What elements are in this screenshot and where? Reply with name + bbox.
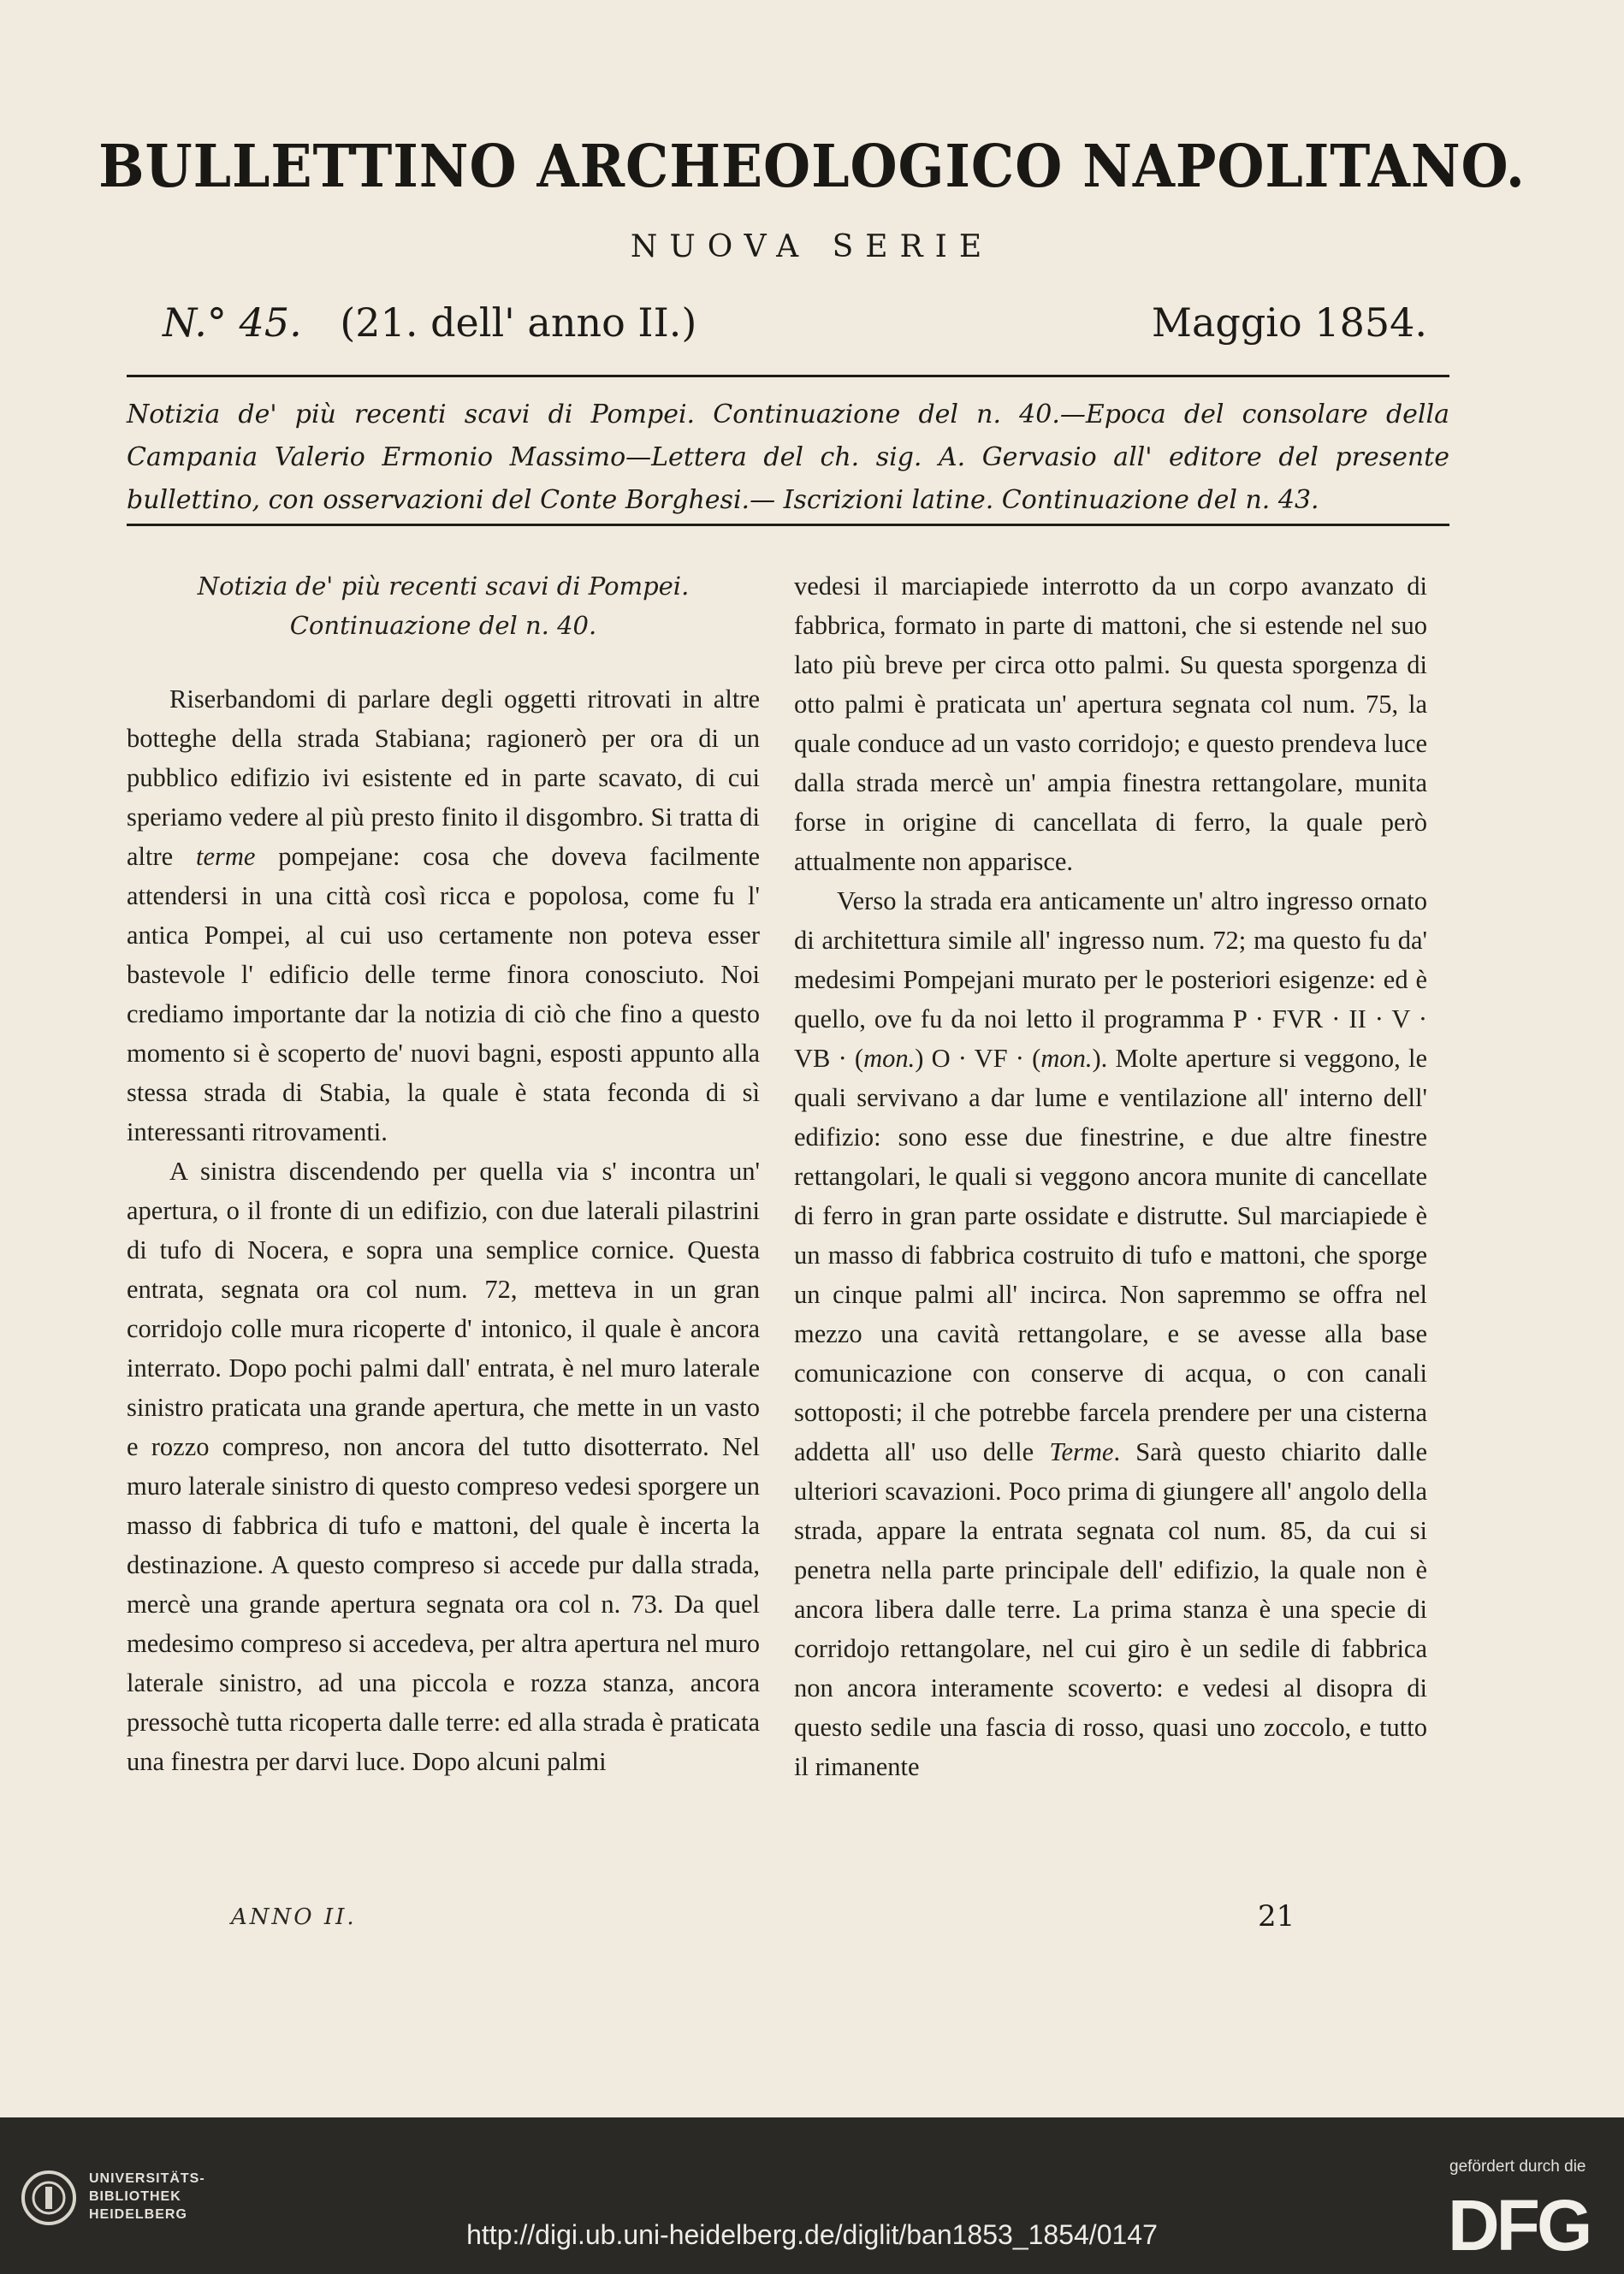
bottom-rule — [127, 524, 1449, 526]
top-rule — [127, 375, 1449, 377]
text-run-italic: Terme — [1049, 1437, 1114, 1466]
left-column — [127, 566, 760, 1781]
series-label: NUOVA SERIE — [630, 229, 994, 264]
text-run-italic: mon. — [1040, 1044, 1093, 1073]
section-heading-line1: Notizia de' più recenti scavi di Pompei. — [197, 571, 690, 601]
dfg-logo-text: DFG — [1448, 2187, 1590, 2259]
text-run-italic: mon. — [863, 1044, 916, 1073]
institution-line: UNIVERSITÄTS- — [89, 2171, 205, 2186]
paragraph: A sinistra discendendo per quella via s' incontra un' apertura, o il fronte di un edifizio, con due laterali pilastrini di tufo di Nocera, e sopra una semplice cornice. Questa entrata, segnata ora col num. 72, metteva in un gran corridojo colle mura ricoperte d' intonico, il quale è ancora interrato. Dopo pochi palmi dall' entrata, è nel muro laterale sinistro praticata una grande apertura, che mette in un vasto e rozzo compreso, non ancora del tutto disotterrato. Nel muro laterale sinistro di questo compreso vedesi sporgere un masso di fabbrica di tufo e mattoni, del quale è incerta la destinazione. A questo compreso si accede pur dalla strada, mercè una grande apertura segnata ora col n. 73. Da quel medesimo compreso si accedeva, per altra apertura nel muro laterale sinistro, ad una piccola e rozza stanza, ancora pressochè tutta ricoperta dalle terre: ed alla strada è praticata una finestra per darvi luce. Dopo alcuni palmi — [127, 1157, 760, 1776]
contents-summary: Notizia de' più recenti scavi di Pompei. Continuazione del n. 40.—Epoca del consolare della Campania Valerio Ermonio Massimo—Lettera del ch. sig. A. Gervasio all' editore del presente bullettino, con osservazioni del Conte Borghesi.— Iscrizioni latine. Continuazione del n. 43. — [127, 400, 1449, 515]
text-run: ). Molte aperture si veggono, le quali servivano a dar lume e ventilazione all' interno dell' edifizio: sono esse due finestrine, e due altre finestre rettangolari, le quali si veggono ancora munite di cancellate di ferro in gran parte ossidate e distrutte. Sul marciapiede è un masso di fabbrica costruito di tufo e mattoni, che sporge un cinque palmi all' incirca. Non sapremmo se offra nel mezzo una cavità rettangolare, e se avesse alla base comunicazione con conserve di acqua, o con canali sottoposti; il che potrebbe farcela prendere per una cisterna addetta all' uso delle — [794, 1044, 1427, 1466]
text-run-italic: terme — [195, 842, 256, 871]
text-run: . Sarà questo chiarito dalle ulteriori scavazioni. Poco prima di giungere all' angolo della strada, appare la entrata segnata col num. 85, da cui si penetra nella parte principale dell' edifizio, la quale non è ancora libera dalle terre. La prima stanza è una specie di corridojo rettangolare, nel cui giro è un sedile di fabbrica non ancora interamente scoverto: e vedesi al disopra di questo sedile una fascia di rosso, quasi uno zoccolo, e tutto il rimanente — [794, 1437, 1427, 1781]
university-seal-icon — [21, 2170, 77, 2226]
right-column — [794, 566, 1427, 1786]
text-run: Verso la strada era anticamente un' altro ingresso ornato di architettura simile all' ingresso num. 72; ma questo fu da' medesimi Pompejani murato per le posteriori esigenze: ed è quello, ove fu da noi letto il programma P · FVR · II · V · VB · ( — [794, 886, 1427, 1073]
page-number: 21 — [1258, 1899, 1295, 1933]
funded-by-label: gefördert durch die — [1449, 2158, 1586, 2176]
issue-year: (21. dell' anno II.) — [340, 299, 697, 346]
issue-date: Maggio 1854. — [1151, 299, 1427, 346]
journal-title: BULLETTINO ARCHEOLOGICO NAPOLITANO. — [98, 133, 1526, 201]
paragraph: vedesi il marciapiede interrotto da un corpo avanzato di fabbrica, formato in parte di mattoni, che si estende nel suo lato più breve per circa otto palmi. Su questa sporgenza di otto palmi è praticata un' apertura segnata col num. 75, la quale conduce ad un vasto corridojo; e questo prendeva luce dalla strada mercè un' ampia finestra rettangolare, munita forse in origine di cancellata di ferro, la quale però attualmente non apparisce. — [794, 571, 1427, 876]
institution-name — [89, 2170, 205, 2224]
institution-line: BIBLIOTHEK — [89, 2189, 181, 2204]
dfg-logo-icon — [1444, 2187, 1598, 2259]
text-run: ) O · VF · ( — [915, 1044, 1041, 1073]
paragraph — [794, 881, 1427, 1786]
section-heading — [127, 566, 760, 645]
institution-line: HEIDELBERG — [89, 2207, 187, 2222]
source-url-link[interactable]: http://digi.ub.uni-heidelberg.de/diglit/ban1853_1854/0147 — [466, 2219, 1158, 2250]
signature-mark: ANNO II. — [231, 1904, 357, 1930]
paragraph: Riserbandomi di parlare degli oggetti ritrovati in altre botteghe della strada Stabiana; ragionerò per ora di un pubblico edifizio ivi esistente ed in parte scavato, di cui speriamo vedere al più presto finito il disgombro. Si tratta di altre terme pompejane: cosa che doveva facilmente attendersi in una città così ricca e popolosa, come fu l' antica Pompei, al cui uso certamente non poteva esser bastevole l' edificio delle terme finora conosciuto. Noi crediamo importante dar la notizia di ciò che fino a questo momento si è scoperto de' nuovi bagni, esposti appunto alla stessa strada di Stabia, la quale è stata feconda di sì interessanti ritrovamenti. — [127, 684, 760, 1146]
issue-number: N.° 45. — [163, 299, 302, 346]
section-heading-line2: Continuazione del n. 40. — [289, 611, 597, 640]
issue-info — [163, 299, 696, 346]
